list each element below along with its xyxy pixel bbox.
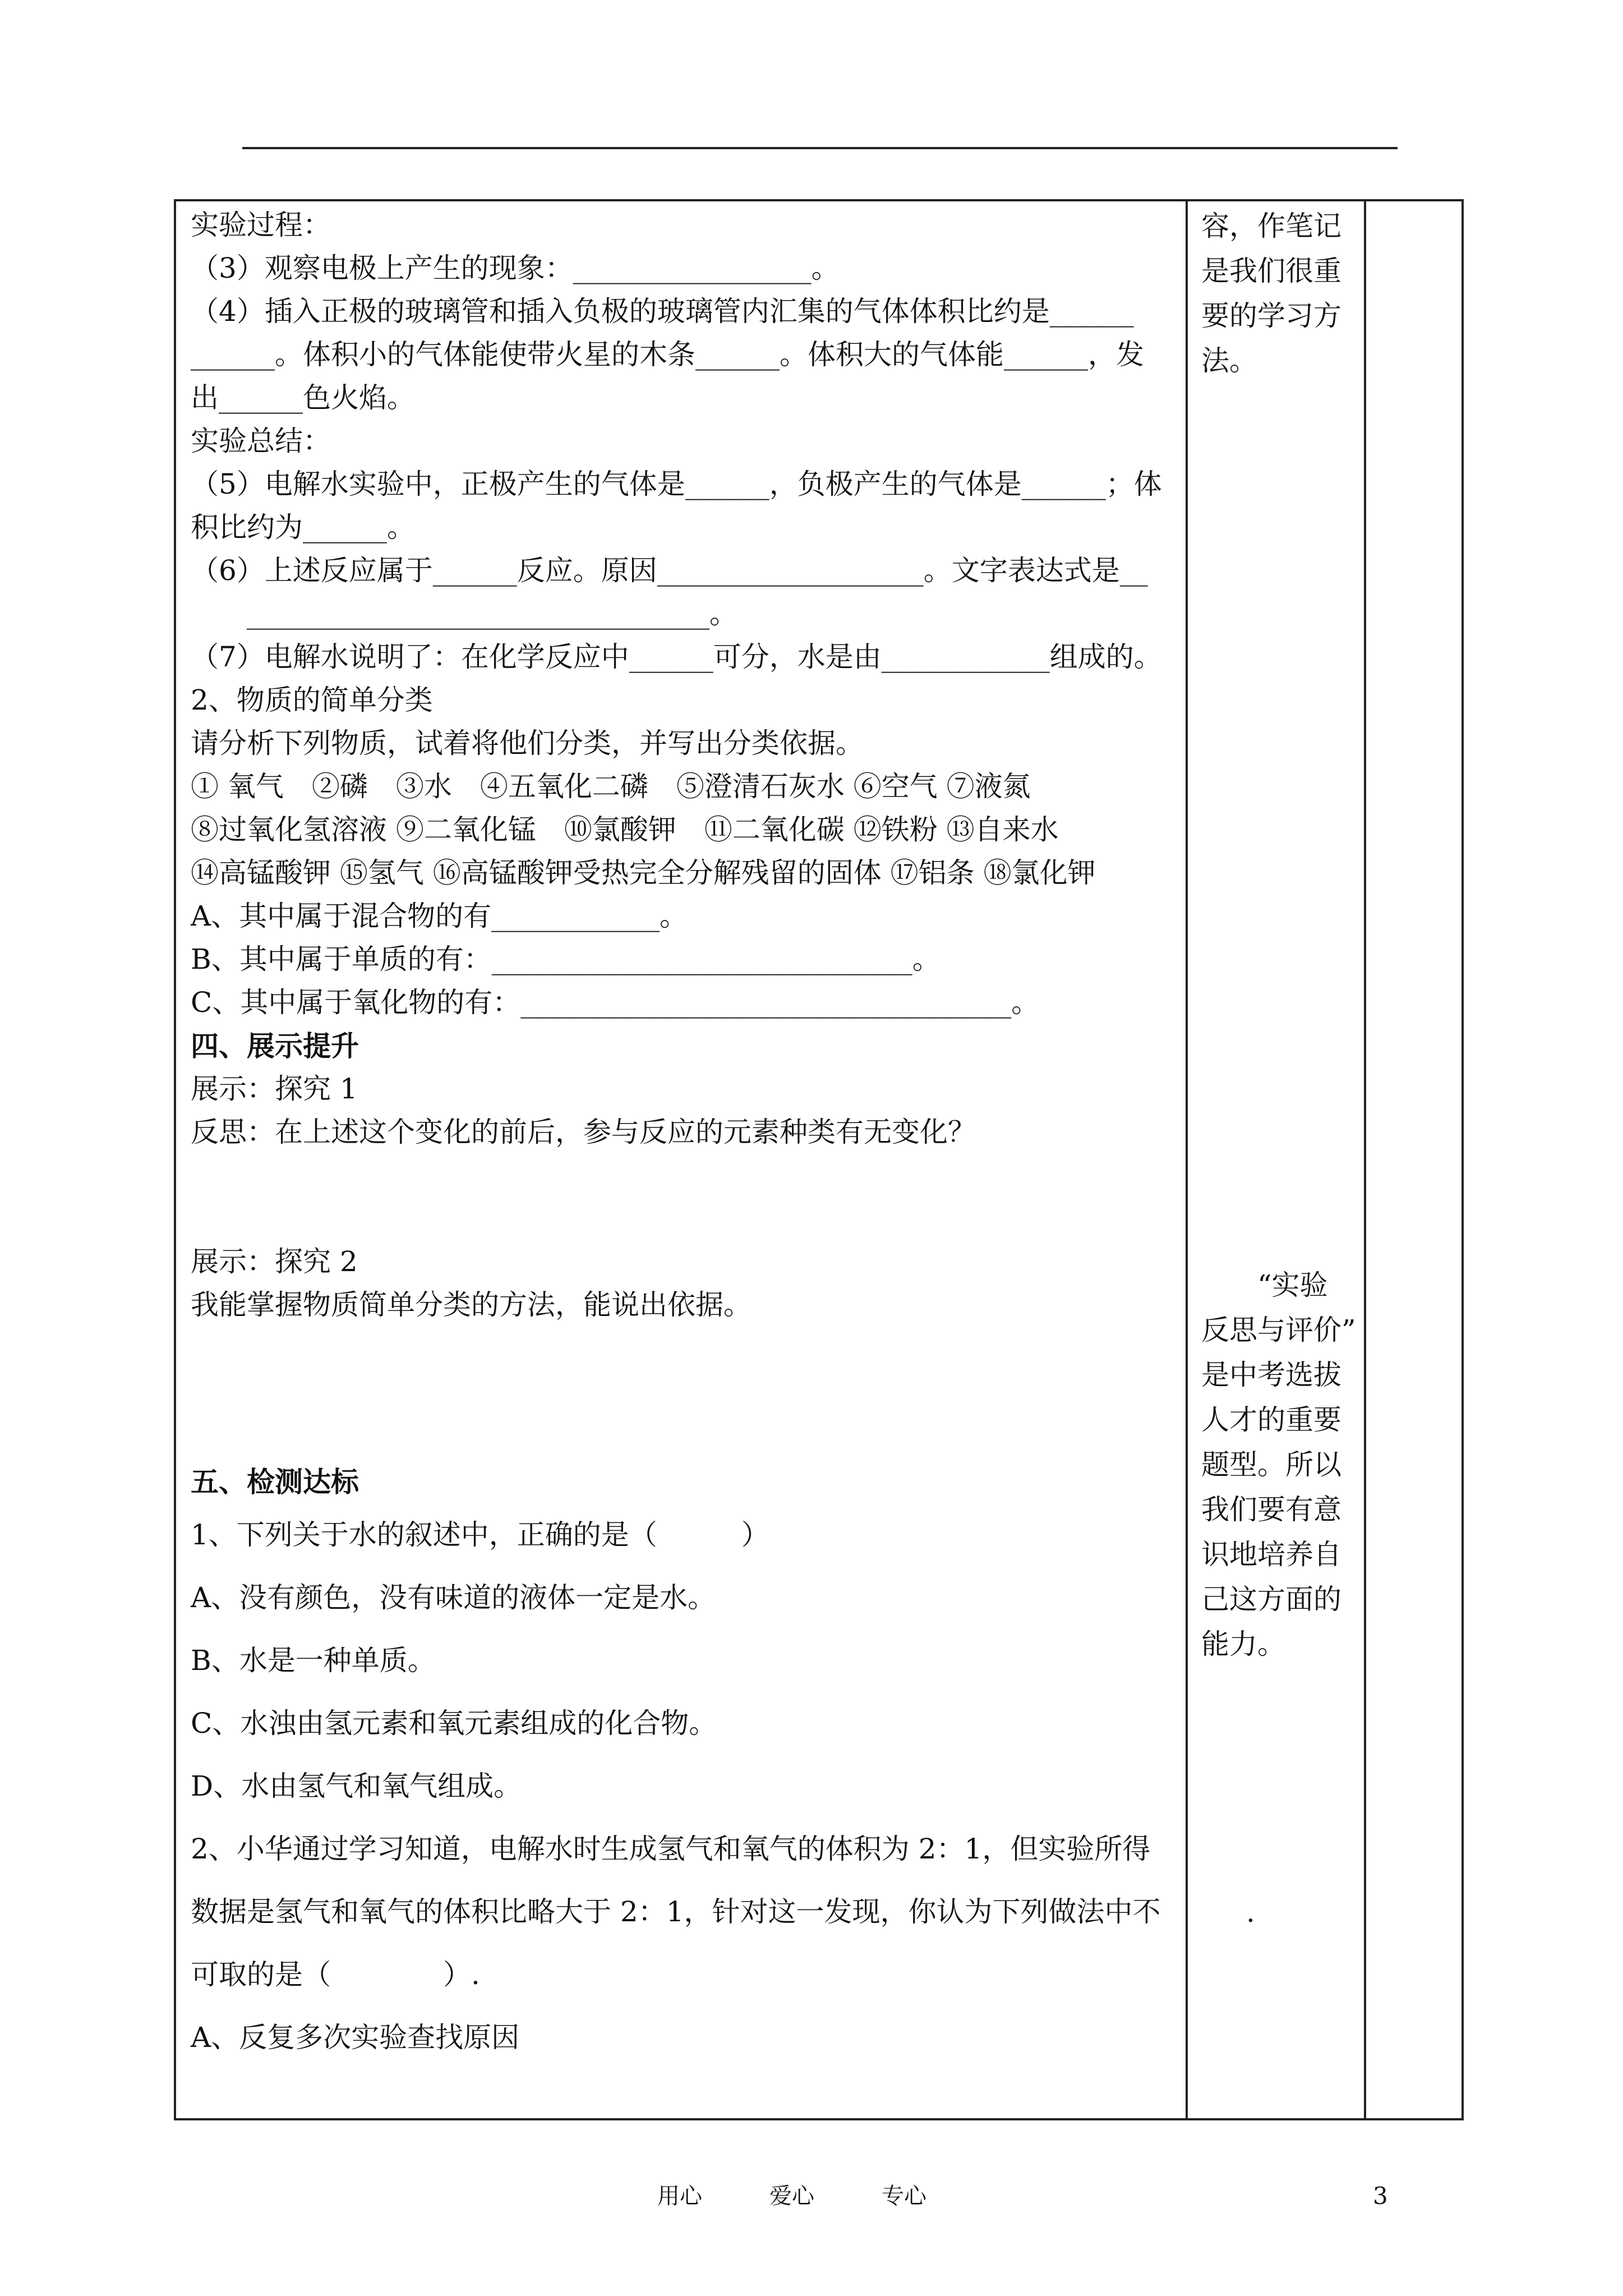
text-line: ⑧过氧化氢溶液 ⑨二氧化锰 ⑩氯酸钾 ⑪二氧化碳 ⑫铁粉 ⑬自来水 (191, 813, 1059, 846)
question-line: 2、小华通过学习知道，电解水时生成氢气和氧气的体积为 2：1，但实验所得 (191, 1833, 1151, 1865)
option-line: A、反复多次实验查找原因 (191, 2021, 520, 2054)
stray-dot: . (1246, 1896, 1255, 1929)
text-line: （5）电解水实验中，正极产生的气体是______，负极产生的气体是______；体 (191, 468, 1162, 500)
option-line: C、水浊由氢元素和氧元素组成的化合物。 (191, 1707, 717, 1740)
section-title: 五、检测达标 (191, 1465, 359, 1498)
text-line: （4）插入正极的玻璃管和插入负极的玻璃管内汇集的气体体积比约是______ (191, 295, 1134, 328)
note-line: 是我们很重 (1201, 255, 1341, 287)
text-line: 2、物质的简单分类 (191, 684, 433, 716)
note-line: 能力。 (1201, 1628, 1285, 1660)
option-line: B、水是一种单质。 (191, 1644, 436, 1677)
text-line: 实验过程： (191, 209, 331, 241)
text-line: C、其中属于氧化物的有：___________________________________。 (191, 986, 1040, 1019)
text-line: A、其中属于混合物的有____________。 (191, 900, 688, 932)
question-line: 1、下列关于水的叙述中，正确的是（ ） (191, 1519, 769, 1551)
margin-note-bottom (1201, 1263, 1356, 1667)
section-title: 四、展示提升 (191, 1029, 359, 1062)
worksheet-table (174, 199, 1464, 2120)
text-line: （3）观察电极上产生的现象：_________________。 (191, 252, 840, 284)
footer-text: 用心 (657, 2183, 702, 2209)
note-line: 人才的重要 (1201, 1404, 1341, 1436)
note-line: 己这方面的 (1201, 1583, 1341, 1616)
text-line: 我能掌握物质简单分类的方法，能说出依据。 (191, 1289, 751, 1321)
margin-note-top (1201, 204, 1353, 383)
answer-space (191, 1327, 1172, 1460)
column-divider (1186, 201, 1188, 2118)
text-line: 反思：在上述这个变化的前后，参与反应的元素种类有无变化？ (191, 1116, 976, 1148)
option-line: A、没有颜色，没有味道的液体一定是水。 (191, 1581, 716, 1614)
text-line: 积比约为______。 (191, 511, 415, 544)
text-line: ① 氧气 ②磷 ③水 ④五氧化二磷 ⑤澄清石灰水 ⑥空气 ⑦液氮 (191, 770, 1031, 803)
text-line: ⑭高锰酸钾 ⑮氢气 ⑯高锰酸钾受热完全分解残留的固体 ⑰铝条 ⑱氯化钾 (191, 857, 1096, 889)
question-line: 数据是氢气和氧气的体积比略大于 2：1，针对这一发现，你认为下列做法中不 (191, 1895, 1161, 1928)
note-line: 识地培养自 (1201, 1538, 1341, 1571)
main-content-cell (191, 204, 1172, 2069)
answer-space (191, 1154, 1172, 1240)
footer-text: 专心 (882, 2183, 926, 2209)
text-line: （7）电解水说明了：在化学反应中______可分，水是由____________组成的。 (191, 641, 1162, 673)
footer-text: 爱心 (769, 2183, 814, 2209)
text-line: 出______色火焰。 (191, 381, 415, 414)
text-line: 请分析下列物质，试着将他们分类，并写出分类依据。 (191, 727, 864, 760)
text-line: 展示：探究 2 (191, 1245, 358, 1278)
text-line: ______。体积小的气体能使带火星的木条______。体积大的气体能______，发 (191, 338, 1144, 371)
text-line: _________________________________。 (191, 597, 737, 630)
note-line: 反思与评价” (1201, 1314, 1356, 1346)
text-line: （6）上述反应属于______反应。原因___________________。文字表达式是__ (191, 554, 1148, 587)
header-rule (242, 147, 1398, 149)
page-number: 3 (1373, 2182, 1388, 2210)
text-line: 实验总结： (191, 425, 331, 457)
note-line: 题型。所以 (1201, 1448, 1341, 1481)
note-line: 是中考选拔 (1201, 1359, 1341, 1391)
text-line: B、其中属于单质的有：______________________________。 (191, 943, 940, 976)
note-line: 我们要有意 (1201, 1493, 1341, 1526)
note-line: 容，作笔记 (1201, 210, 1341, 242)
option-line: D、水由氢气和氧气组成。 (191, 1770, 522, 1802)
column-divider (1364, 201, 1366, 2118)
note-line: 要的学习方 (1201, 300, 1341, 332)
text-line: 展示：探究 1 (191, 1073, 358, 1105)
question-line: 可取的是（ ）. (191, 1958, 480, 1991)
note-line: “实验 (1257, 1269, 1328, 1301)
note-line: 法。 (1201, 344, 1257, 377)
